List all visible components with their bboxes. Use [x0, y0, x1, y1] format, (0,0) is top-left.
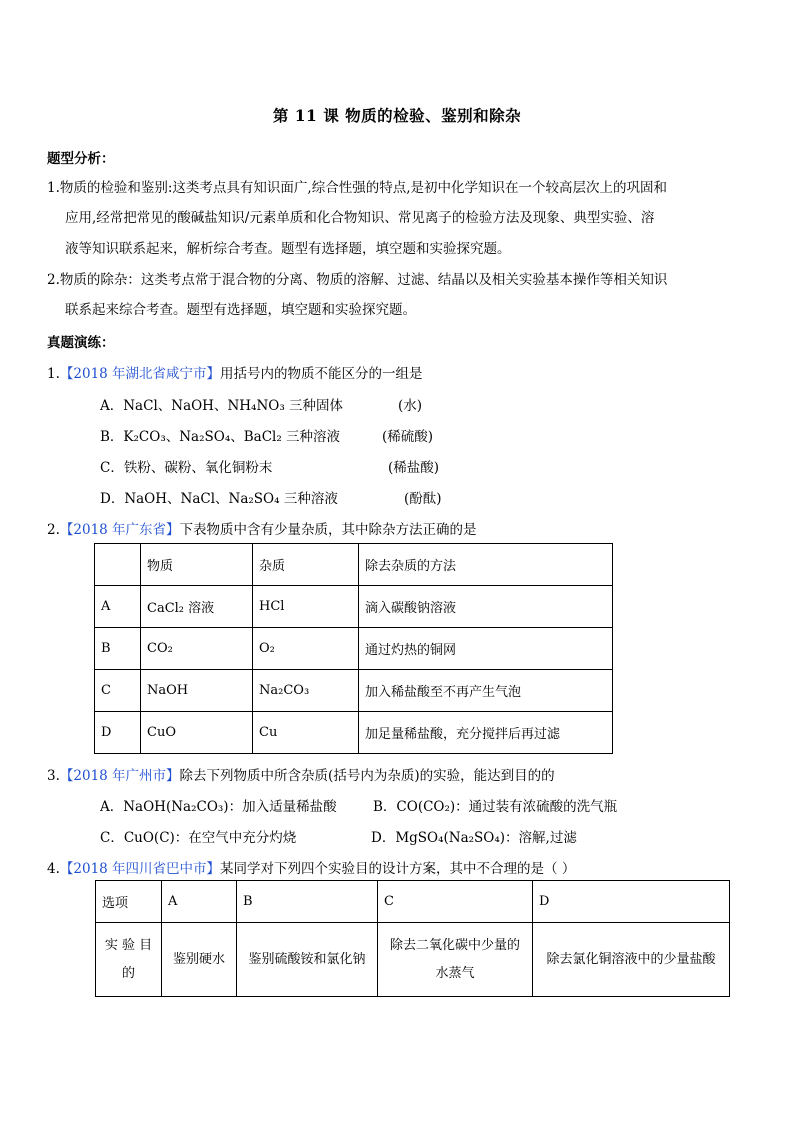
table-cell: CuO: [141, 712, 253, 754]
question-number: 4.: [47, 861, 60, 877]
q1-option-b-hint: (稀硫酸): [382, 429, 434, 445]
table-cell: B: [95, 628, 141, 670]
table-cell: NaOH: [141, 670, 253, 712]
table-header-cell: 选项: [96, 881, 162, 923]
q1-option-a: A．NaCl、NaOH、NH₄NO₃ 三种固体: [100, 398, 344, 414]
question-number: 3.: [47, 768, 60, 784]
table-cell: 加入稀盐酸至不再产生气泡: [359, 670, 613, 712]
table-header-row: [95, 544, 613, 586]
q1-option-a-hint: (水): [398, 398, 423, 414]
table-cell: Na₂CO₃: [253, 670, 359, 712]
question-stem: 除去下列物质中所含杂质(括号内为杂质)的实验，能达到目的的: [179, 768, 555, 784]
q1-option-d-hint: (酚酞): [404, 491, 442, 507]
table-header-cell: C: [378, 881, 533, 923]
question-source: 【2018 年湖北省咸宁市】: [59, 366, 221, 382]
table-cell: 加足量稀盐酸，充分搅拌后再过滤: [359, 712, 613, 754]
q1-option-c-hint: (稀盐酸): [388, 460, 440, 476]
question-source: 【2018 年广州市】: [59, 768, 180, 784]
table-row: [95, 670, 613, 712]
practice-heading: 真题演练：: [47, 335, 115, 351]
table-header-cell: D: [533, 881, 730, 923]
table-cell: CO₂: [141, 628, 253, 670]
question-stem: 某同学对下列四个实验目的设计方案，其中不合理的是（ ）: [220, 861, 576, 877]
analysis-p2-line2: 联系起来综合考查。题型有选择题，填空题和实验探究题。: [65, 302, 416, 318]
table-header-cell: [95, 544, 141, 586]
table-cell: 除去二氧化碳中少量的水蒸气: [378, 923, 533, 997]
question-stem: 用括号内的物质不能区分的一组是: [220, 366, 423, 382]
analysis-p1-line2: 应用,经常把常见的酸碱盐知识/元素单质和化合物知识、常见离子的检验方法及现象、典型实验、溶: [65, 210, 655, 226]
question-1: [47, 362, 423, 382]
analysis-p2-line1: 2.物质的除杂：这类考点常于混合物的分离、物质的溶解、过滤、结晶以及相关实验基本操作等相关知识: [47, 272, 668, 288]
table-header-cell: A: [162, 881, 237, 923]
question-number: 1.: [47, 366, 60, 382]
table-cell: 滴入碳酸钠溶液: [359, 586, 613, 628]
table-header-cell: 物质: [141, 544, 253, 586]
analysis-heading: 题型分析：: [47, 151, 115, 167]
question-source: 【2018 年四川省巴中市】: [59, 861, 221, 877]
q3-option-d: D．MgSO₄(Na₂SO₄)：溶解,过滤: [371, 830, 577, 846]
question-4: [47, 857, 575, 877]
question-number: 2.: [47, 522, 60, 538]
table-cell: 实 验 目 的: [96, 923, 162, 997]
table-cell: 鉴别硬水: [162, 923, 237, 997]
page-title: 第 11 课 物质的检验、鉴别和除杂: [272, 106, 522, 125]
table-row: [95, 712, 613, 754]
table-row: [96, 923, 730, 997]
q3-option-b: B．CO(CO₂)：通过装有浓硫酸的洗气瓶: [373, 799, 618, 815]
table-header-cell: 除去杂质的方法: [359, 544, 613, 586]
table-cell: Cu: [253, 712, 359, 754]
table-cell: O₂: [253, 628, 359, 670]
table-cell: 鉴别硫酸铵和氯化钠: [237, 923, 378, 997]
table-cell: C: [95, 670, 141, 712]
table-header-cell: 杂质: [253, 544, 359, 586]
table-row: [95, 586, 613, 628]
question-2: [47, 518, 477, 538]
table-cell: A: [95, 586, 141, 628]
q3-option-a: A．NaOH(Na₂CO₃)：加入适量稀盐酸: [100, 799, 337, 815]
q4-table: [95, 880, 730, 997]
table-cell: D: [95, 712, 141, 754]
q1-option-c: C．铁粉、碳粉、氧化铜粉末: [100, 460, 273, 476]
q3-option-c: C．CuO(C)：在空气中充分灼烧: [100, 830, 297, 846]
table-header-row: [96, 881, 730, 923]
q1-option-d: D．NaOH、NaCl、Na₂SO₄ 三种溶液: [100, 491, 338, 507]
question-stem: 下表物质中含有少量杂质，其中除杂方法正确的是: [179, 522, 477, 538]
table-cell: 除去氯化铜溶液中的少量盐酸: [533, 923, 730, 997]
q2-table: [94, 543, 613, 754]
question-3: [47, 764, 555, 784]
table-header-cell: B: [237, 881, 378, 923]
table-cell: 通过灼热的铜网: [359, 628, 613, 670]
table-cell: CaCl₂ 溶液: [141, 586, 253, 628]
table-row: [95, 628, 613, 670]
q1-option-b: B．K₂CO₃、Na₂SO₄、BaCl₂ 三种溶液: [100, 429, 341, 445]
analysis-p1-line1: 1.物质的检验和鉴别:这类考点具有知识面广,综合性强的特点,是初中化学知识在一个较高层次上的巩固和: [47, 180, 668, 196]
analysis-p1-line3: 液等知识联系起来，解析综合考查。题型有选择题，填空题和实验探究题。: [65, 241, 511, 257]
question-source: 【2018 年广东省】: [59, 522, 180, 538]
table-cell: HCl: [253, 586, 359, 628]
